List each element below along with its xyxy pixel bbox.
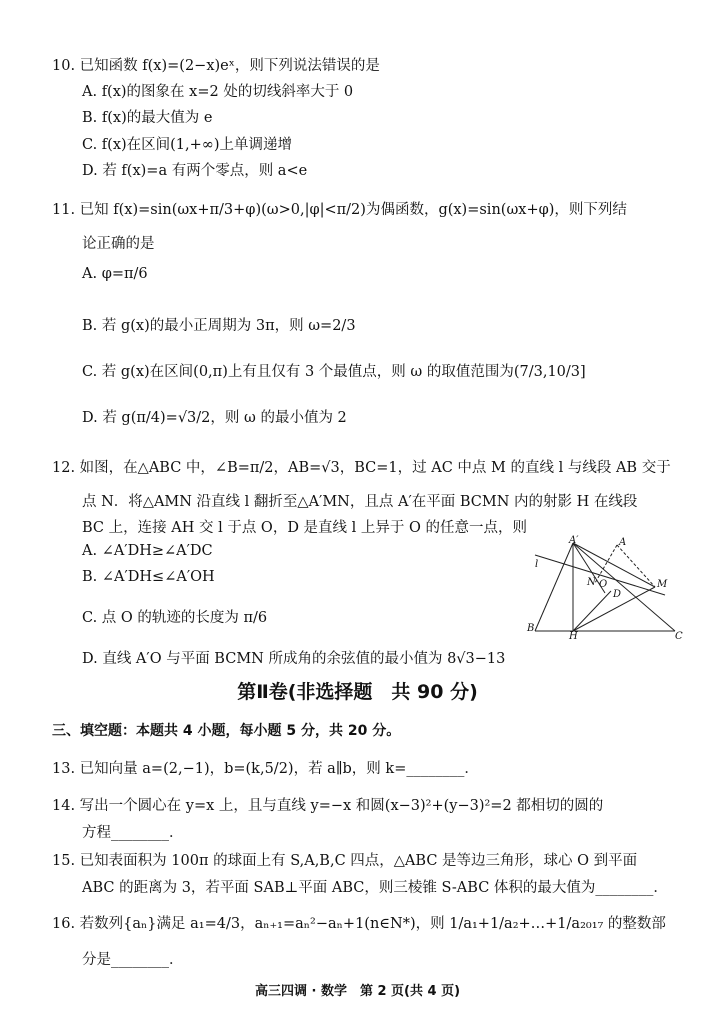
- q11-option-b: B. 若 g(x)的最小正周期为 3π，则 ω=2/3: [82, 318, 356, 334]
- section-title: 第Ⅱ卷(非选择题 共 90 分): [237, 681, 478, 703]
- label-c: C: [675, 631, 683, 640]
- part3-header: 三、填空题：本题共 4 小题，每小题 5 分，共 20 分。: [52, 723, 401, 739]
- label-o: O: [599, 579, 608, 590]
- q11-stem-continued: 论正确的是: [82, 236, 155, 252]
- label-l: l: [535, 559, 539, 570]
- q15-line-1: 15. 已知表面积为 100π 的球面上有 S,A,B,C 四点，△ABC 是等边三角形，球心 O 到平面: [52, 853, 638, 869]
- q12-option-c: C. 点 O 的轨迹的长度为 π/6: [82, 610, 268, 626]
- label-a: A: [619, 537, 627, 548]
- segment-h-o: [573, 591, 611, 631]
- q12-line-1: 12. 如图，在△ABC 中，∠B=π/2，AB=√3，BC=1，过 AC 中点 M 的直线 l 与线段 AB 交于: [52, 460, 671, 476]
- q10-option-a: A. f(x)的图象在 x=2 处的切线斜率大于 0: [82, 84, 354, 100]
- q10-option-b: B. f(x)的最大值为 e: [82, 110, 213, 126]
- q11-option-c: C. 若 g(x)在区间(0,π)上有且仅有 3 个最值点，则 ω 的取值范围为(7/3,10/3]: [82, 364, 586, 380]
- q11-option-a: A. φ=π/6: [82, 266, 148, 282]
- q15-line-2: ABC 的距离为 3，若平面 SAB⊥平面 ABC，则三棱锥 S-ABC 体积的最大值为________．: [82, 880, 668, 896]
- q16-line-2: 分是________．: [82, 952, 184, 968]
- q13-stem: 13. 已知向量 a=(2,−1)，b=(k,5/2)，若 a∥b，则 k=________．: [52, 761, 479, 777]
- q12-option-a: A. ∠A′DH≥∠A′DC: [82, 543, 213, 559]
- q14-line-1: 14. 写出一个圆心在 y=x 上，且与直线 y=−x 和圆(x−3)²+(y−3)²=2 都相切的圆的: [52, 798, 604, 814]
- q12-geometry-figure: [525, 535, 685, 640]
- q12-line-3: BC 上，连接 AH 交 l 于点 O，D 是直线 l 上异于 O 的任意一点，则: [82, 520, 528, 536]
- q12-line-2: 点 N．将△AMN 沿直线 l 翻折至△A′MN，且点 A′在平面 BCMN 内的射影 H 在线段: [82, 494, 638, 510]
- q11-stem: 11. 已知 f(x)=sin(ωx+π/3+φ)(ω>0,|φ|<π/2)为偶函数，g(x)=sin(ωx+φ)，则下列结: [52, 202, 627, 218]
- page-footer: 高三四调 · 数学 第 2 页(共 4 页): [254, 984, 461, 999]
- q12-option-d: D. 直线 A′O 与平面 BCMN 所成角的余弦值的最小值为 8√3−13: [82, 651, 506, 667]
- label-h: H: [569, 631, 578, 640]
- label-a-prime: A′: [569, 535, 579, 546]
- q12-option-b: B. ∠A′DH≤∠A′OH: [82, 569, 215, 585]
- q11-option-d: D. 若 g(π/4)=√3/2，则 ω 的最小值为 2: [82, 410, 347, 426]
- q16-line-1: 16. 若数列{aₙ}满足 a₁=4/3，aₙ₊₁=aₙ²−aₙ+1(n∈N*)，则 1/a₁+1/a₂+…+1/a₂₀₁₇ 的整数部: [52, 916, 666, 932]
- q10-option-c: C. f(x)在区间(1,+∞)上单调递增: [82, 137, 293, 153]
- dashed-a-m: [617, 545, 655, 587]
- segment-b-ap: [535, 543, 573, 631]
- q10-option-d: D. 若 f(x)=a 有两个零点，则 a<e: [82, 163, 308, 179]
- label-d: D: [613, 589, 622, 600]
- label-n: N: [587, 577, 596, 588]
- q14-line-2: 方程________．: [82, 825, 184, 841]
- q10-stem: 10. 已知函数 f(x)=(2−x)eˣ，则下列说法错误的是: [52, 58, 380, 74]
- label-m: M: [657, 579, 668, 590]
- label-b: B: [527, 623, 535, 634]
